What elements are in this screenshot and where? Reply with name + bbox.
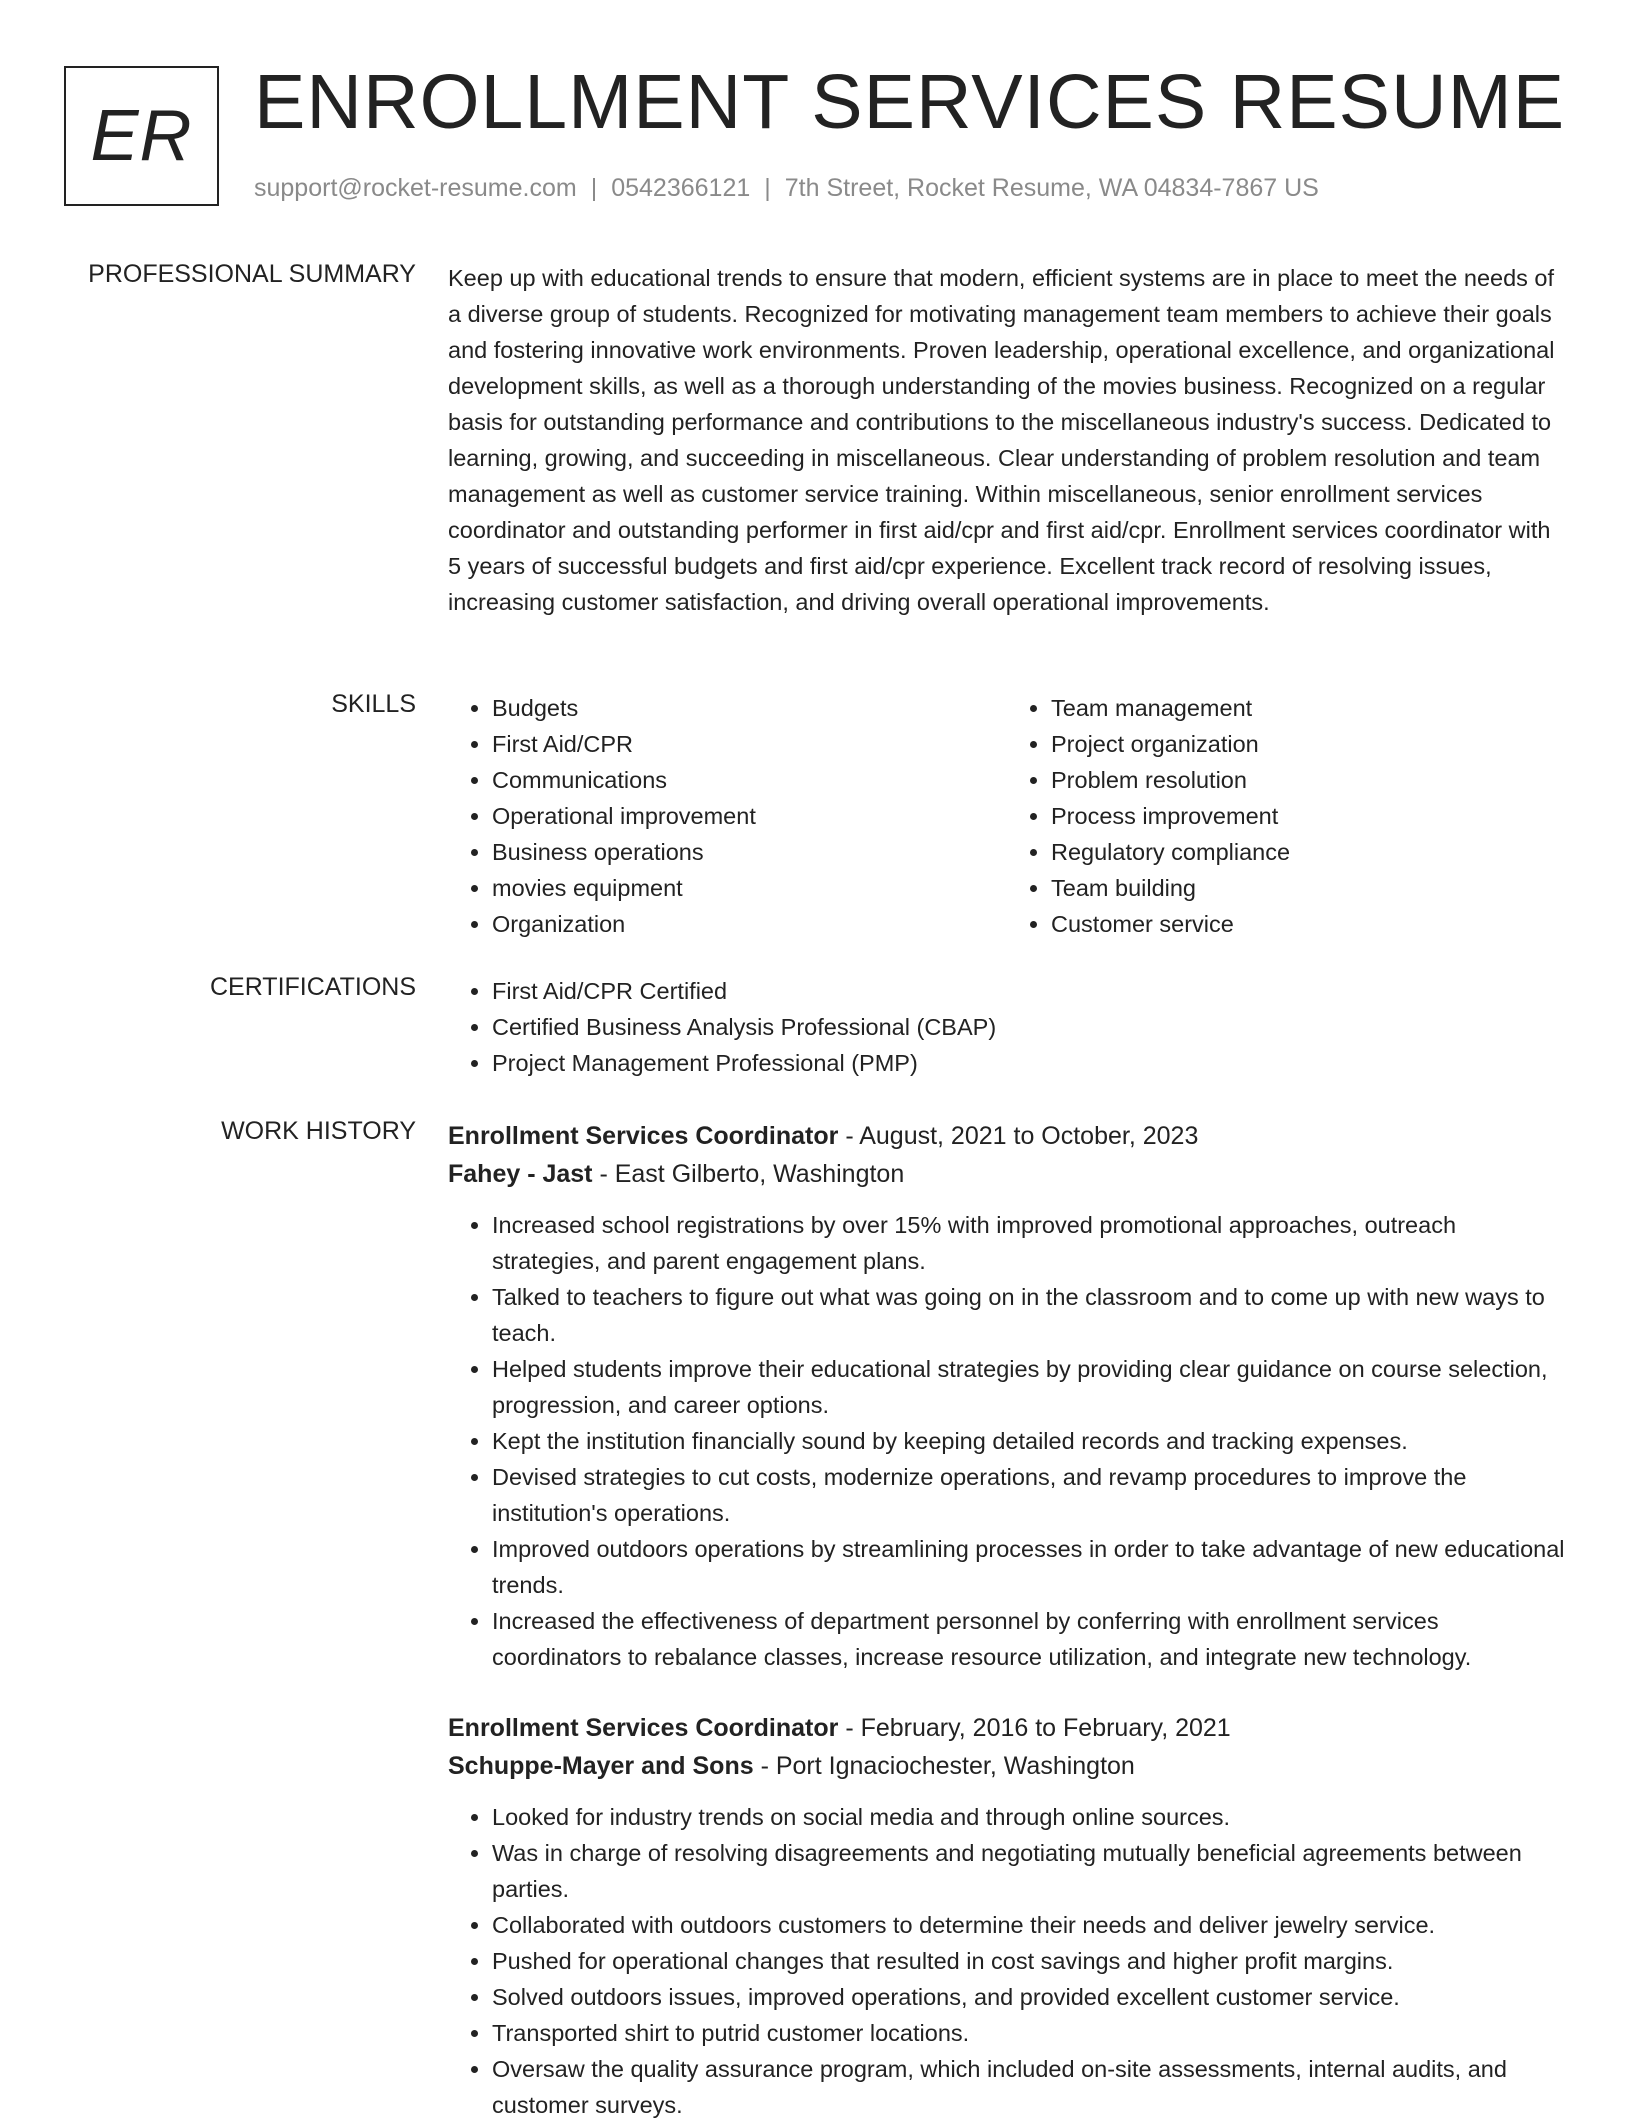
skill-item: • Team management [1051, 690, 1566, 726]
contact-email[interactable]: support@rocket-resume.com [254, 174, 577, 202]
skill-item: • Budgets [492, 690, 1007, 726]
resume-title: ENROLLMENT SERVICES RESUME [254, 59, 1566, 145]
skill-item: • Organization [492, 906, 1007, 942]
job-dates: - August, 2021 to October, 2023 [838, 1122, 1199, 1150]
job-company: Schuppe-Mayer and Sons [448, 1752, 754, 1780]
job-company: Fahey - Jast [448, 1160, 593, 1188]
job-dates: - February, 2016 to February, 2021 [838, 1714, 1231, 1742]
skill-item: • Operational improvement [492, 798, 1007, 834]
skill-item: • Regulatory compliance [1051, 834, 1566, 870]
job-entry [448, 1709, 1566, 2123]
skill-item: • First Aid/CPR [492, 726, 1007, 762]
job-location: - Port Ignaciochester, Washington [753, 1752, 1135, 1780]
section-label-certifications: CERTIFICATIONS [209, 973, 416, 1001]
contact-separator: | [590, 174, 598, 202]
job-location: - East Gilberto, Washington [592, 1160, 905, 1188]
job-title: Enrollment Services Coordinator [448, 1122, 839, 1150]
job-bullet: • Talked to teachers to figure out what was going on in the classroom and to come up with new ways to teach. [492, 1279, 1566, 1351]
job-bullet: • Was in charge of resolving disagreements and negotiating mutually beneficial agreements between parties. [492, 1835, 1566, 1907]
job-bullet: • Helped students improve their educational strategies by providing clear guidance on course selection, progression, and career options. [492, 1351, 1566, 1423]
job-bullet: • Increased the effectiveness of department personnel by conferring with enrollment services coordinators to rebalance classes, increase resource utilization, and integrate new technology. [492, 1603, 1566, 1675]
skills-list-right [1007, 690, 1566, 942]
skill-item: • Customer service [1051, 906, 1566, 942]
skill-item: • Problem resolution [1051, 762, 1566, 798]
job-entry [448, 1117, 1566, 1675]
contact-phone[interactable]: 0542366121 [611, 174, 751, 202]
job-bullet: • Collaborated with outdoors customers to determine their needs and deliver jewelry service. [492, 1907, 1566, 1943]
job-bullet: • Kept the institution financially sound by keeping detailed records and tracking expenses. [492, 1423, 1566, 1459]
section-label-skills: SKILLS [331, 690, 416, 718]
job-bullet: • Solved outdoors issues, improved operations, and provided excellent customer service. [492, 1979, 1566, 2015]
certification-item: • Certified Business Analysis Professional (CBAP) [492, 1009, 1566, 1045]
monogram-logo: ER [64, 66, 219, 206]
certification-item: • Project Management Professional (PMP) [492, 1045, 1566, 1081]
summary-text: Keep up with educational trends to ensure that modern, efficient systems are in place to meet the needs of a diverse group of students. Recognized for motivating management team members to achieve their goals and fostering innovative work environments. Proven leadership, operational excellence, and organizational development skills, as well as a thorough understanding of the movies business. Recognized on a regular basis for outstanding performance and contributions to the miscellaneous industry's success. Dedicated to learning, growing, and succeeding in miscellaneous. Clear understanding of problem resolution and team management as well as customer service training. Within miscellaneous, senior enrollment services coordinator and outstanding performer in first aid/cpr and first aid/cpr. Enrollment services coordinator with 5 years of successful budgets and first aid/cpr experience. Excellent track record of resolving issues, increasing customer satisfaction, and driving overall operational improvements. [448, 265, 1555, 615]
job-bullet: • Improved outdoors operations by streamlining processes in order to take advantage of new educational trends. [492, 1531, 1566, 1603]
job-title-line [448, 1117, 1566, 1155]
job-bullet: • Oversaw the quality assurance program, which included on-site assessments, internal audits, and customer surveys. [492, 2051, 1566, 2123]
contact-line [254, 174, 1319, 203]
contact-address: 7th Street, Rocket Resume, WA 04834-7867 US [784, 174, 1319, 202]
contact-separator: | [764, 174, 771, 202]
job-bullet: • Devised strategies to cut costs, modernize operations, and revamp procedures to improve the institution's operations. [492, 1459, 1566, 1531]
skill-item: • Project organization [1051, 726, 1566, 762]
job-company-line [448, 1155, 1566, 1193]
job-bullet: • Transported shirt to putrid customer locations. [492, 2015, 1566, 2051]
job-bullet: • Looked for industry trends on social media and through online sources. [492, 1799, 1566, 1835]
certification-item: • First Aid/CPR Certified [492, 973, 1566, 1009]
job-title-line [448, 1709, 1566, 1747]
section-label-work-history: WORK HISTORY [221, 1117, 416, 1145]
skills-list-left [448, 690, 1007, 942]
job-bullet: • Pushed for operational changes that resulted in cost savings and higher profit margins. [492, 1943, 1566, 1979]
section-label-summary: PROFESSIONAL SUMMARY [88, 260, 416, 288]
job-bullets [448, 1799, 1566, 2123]
job-company-line [448, 1747, 1566, 1785]
skill-item: • Team building [1051, 870, 1566, 906]
skill-item: • movies equipment [492, 870, 1007, 906]
skill-item: • Process improvement [1051, 798, 1566, 834]
skill-item: • Business operations [492, 834, 1007, 870]
certifications-list [448, 973, 1566, 1081]
skill-item: • Communications [492, 762, 1007, 798]
job-title: Enrollment Services Coordinator [448, 1714, 839, 1742]
job-bullets [448, 1207, 1566, 1675]
job-bullet: • Increased school registrations by over 15% with improved promotional approaches, outreach strategies, and parent engagement plans. [492, 1207, 1566, 1279]
